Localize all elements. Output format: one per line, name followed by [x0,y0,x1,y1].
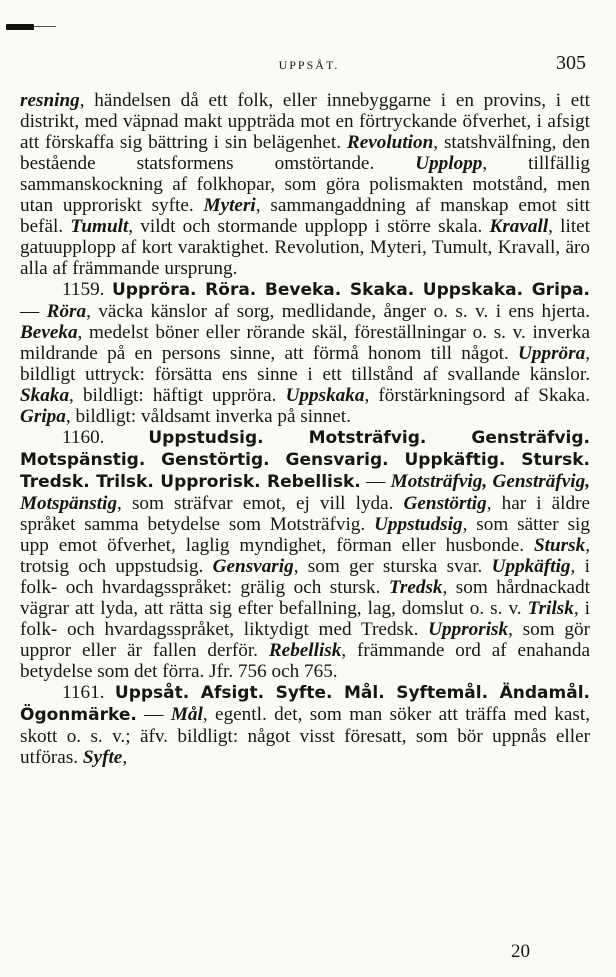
synonym-group: Uppröra. Röra. Beveka. Skaka. Uppskaka. Gripa. [112,280,590,300]
text-run: , har i äldre språket samma betydelse som Motsträfvig. [20,493,590,535]
page-header [26,52,592,78]
headword: Motsträfvig, Gensträfvig, Motspänstig [20,471,590,514]
text-run: 1161. [62,682,115,703]
text-run: , i folk- och hvardagsspråket, liktydigt med Tredsk. [20,598,590,640]
text-run: , trotsig och uppstudsig. [20,535,590,577]
headword: Gripa [20,406,66,427]
text-run: , som sträfvar emot, ej vill lyda. [117,493,404,514]
paragraph-continuation [20,90,590,279]
text-run: , tillfällig sammanskockning af folkhopar, som göra polismakten motstånd, men utan upproriskt syfte. [20,153,590,216]
headword: Upprorisk [428,619,509,640]
text-run: , väcka känslor af sorg, medlidande, ånger o. s. v. i ens hjerta. [86,301,590,322]
text-run: , som ger sturska svar. [293,556,492,577]
headword: Stursk [534,535,586,556]
headword: Uppskaka [285,385,365,406]
text-run: , bildligt: våldsamt inverka på sinnet. [65,406,351,427]
text-run: , statshvälfning, den bestående statsformens omstörtande. [20,132,590,174]
text-run: , sammangaddning af manskap emot sitt befäl. [20,195,590,237]
headword: resning [20,90,80,111]
text-run: , i folk- och hvardagsspråket: grälig och stursk. [20,556,590,598]
text-run: , förstärkningsord af Skaka. [364,385,590,406]
print-corner-mark [6,24,34,30]
synonym-group: Uppsåt. Afsigt. Syfte. Mål. Syftemål. Ändamål. Ögonmärke. [20,683,590,725]
body-text [20,90,590,768]
page-number: 305 [556,52,586,74]
headword: Rebellisk [268,640,342,661]
entry-1161 [20,682,590,768]
headword: Trilsk [527,598,574,619]
headword: Upplopp [415,153,483,174]
text-run: — [360,471,391,492]
running-head: UPPSÅT. [278,58,340,72]
text-run: , som gör uppror eller är fallen derför. [20,619,591,661]
headword: Myteri [203,195,256,216]
text-run: 1160. [62,427,149,448]
headword: Kravall [489,216,549,237]
headword: Uppröra [518,343,586,364]
headword: Genstörtig [403,493,487,514]
headword: Gensvarig [212,556,294,577]
text-run: , händelsen då ett folk, eller innebyggarne i en provins, i ett distrikt, med väpnad makt uppträda mot en förtryckande öfverhet, i afsigt att förskaffa sig bättring i sin belägenhet. [20,90,590,153]
headword: Mål [170,704,203,725]
text-run: 1159. [62,279,112,300]
headword: Skaka [20,385,70,406]
headword: Beveka [20,322,78,343]
text-run: , som sätter sig upp emot öfverhet, laglig myndighet, förman eller husbonde. [20,514,590,556]
text-run: , medelst böner eller rörande skäl, föreställningar o. s. v. inverka mildrande på en persons sinne, att förmå honom till något. [20,322,590,364]
entry-1160 [20,427,590,682]
synonym-group: Uppstudsig. Motsträfvig. Gensträfvig. Motspänstig. Genstörtig. Gensvarig. Uppkäftig. Stursk. Tredsk. Trilsk. Upprorisk. Rebellisk. [20,428,590,492]
text-run: , bildligt uttryck: försätta ens sinne i ett tillstånd af svallande känslor. [20,343,590,385]
text-run: , främmande ord af enahanda betydelse som det förra. Jfr. 756 och 765. [20,640,590,682]
headword: Uppkäftig [491,556,571,577]
text-run: , som hårdnackadt vägrar att lyda, att rätta sig efter befallning, lag, domslut o. s. v. [20,577,590,619]
text-run: , vildt och stormande upplopp i större skala. [128,216,490,237]
signature-mark: 20 [511,941,530,962]
headword: Uppstudsig [374,514,463,535]
headword: Revolution [346,132,434,153]
text-run: , bildligt: häftigt uppröra. [69,385,286,406]
headword: Syfte [82,747,123,768]
text-run: — [136,704,171,725]
text-run: , egentl. det, som man söker att träffa med kast, skott o. s. v.; äfv. bildligt: något visst föresatt, som bör uppnås eller utföras. [20,704,590,768]
text-run: , litet gatuupplopp af kort varaktighet. Revolution, Myteri, Tumult, Kravall, äro alla af främmande ursprung. [20,216,590,279]
headword: Röra [46,301,87,322]
entry-1159 [20,279,590,427]
headword: Tredsk [388,577,443,598]
text-run: , [122,747,128,768]
text-run: — [20,301,47,322]
headword: Tumult [70,216,129,237]
